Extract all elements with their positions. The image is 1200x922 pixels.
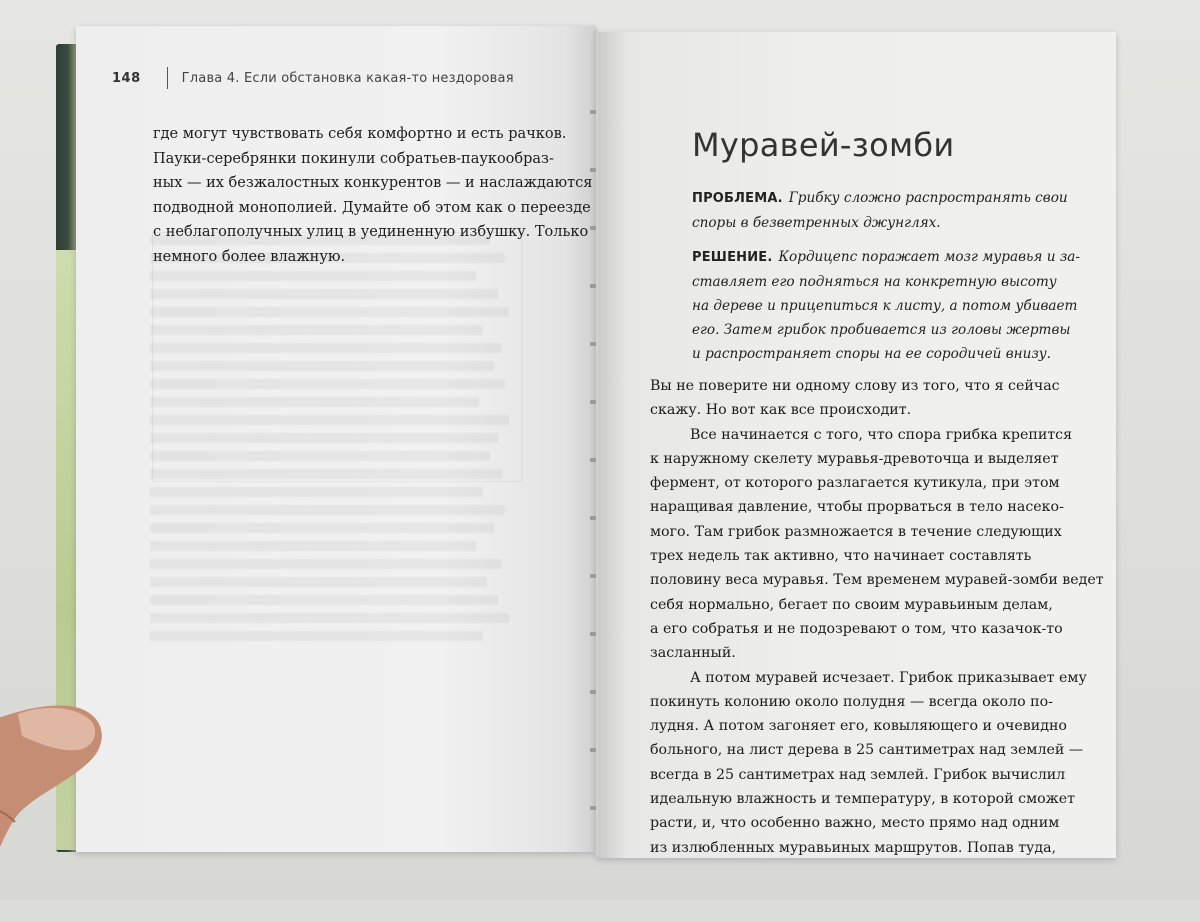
text-line: Все начинается с того, что спора грибка крепится bbox=[690, 426, 1073, 443]
solution-paragraph bbox=[692, 245, 1080, 366]
page-number: 148 bbox=[112, 70, 141, 86]
binding-stitch bbox=[590, 168, 596, 172]
text-line: ных — их безжалостных конкурентов — и наслаждаются bbox=[153, 175, 593, 191]
text-line: больного, на лист дерева в 25 сантиметрах над землей — bbox=[650, 742, 1084, 759]
text-line bbox=[692, 186, 1068, 211]
text-line: расти, и, что особенно важно, место прямо над одним bbox=[650, 815, 1060, 832]
text-line: на дереве и прицепиться к листу, а потом убивает bbox=[692, 298, 1078, 314]
text-line: трех недель так активно, что начинает составлять bbox=[650, 548, 1032, 565]
hand-thumb bbox=[0, 692, 110, 922]
bleed-through-text bbox=[150, 228, 520, 649]
text-line: немного более влажную. bbox=[153, 248, 346, 265]
text-line: наращивая давление, чтобы прорваться в тело насеко- bbox=[650, 499, 1064, 516]
text-line: его. Затем грибок пробивается из головы жертвы bbox=[692, 322, 1071, 338]
text-line: фермент, от которого разлагается кутикула, при этом bbox=[650, 475, 1060, 492]
problem-text: Грибку сложно распространять свои bbox=[788, 190, 1068, 206]
text-line: идеальную влажность и температуру, в которой сможет bbox=[650, 791, 1075, 808]
text-line: с неблагополучных улиц в уединенную избушку. Только bbox=[153, 224, 589, 240]
binding-stitch bbox=[590, 110, 596, 114]
binding-stitch bbox=[590, 690, 596, 694]
text-line: где могут чувствовать себя комфортно и есть рачков. bbox=[153, 126, 567, 142]
text-line: А потом муравей исчезает. Грибок приказывает ему bbox=[690, 669, 1087, 686]
binding-stitch bbox=[590, 342, 596, 346]
text-line: мого. Там грибок размножается в течение следующих bbox=[650, 523, 1062, 540]
text-line: а его собратья и не подозревают о том, что казачок-то bbox=[650, 620, 1063, 637]
text-line: лудня. А потом загоняет его, ковыляющего и очевидно bbox=[650, 718, 1067, 735]
left-page-text bbox=[153, 122, 593, 269]
text-line: споры в безветренных джунглях. bbox=[692, 215, 941, 231]
running-head bbox=[112, 66, 514, 90]
text-line: засланный. bbox=[650, 645, 736, 662]
text-line: ставляет его подняться на конкретную высоту bbox=[692, 274, 1057, 290]
binding-stitch bbox=[590, 516, 596, 520]
book-spine bbox=[594, 30, 598, 856]
text-line: Пауки-серебрянки покинули собратьев-паукообраз- bbox=[153, 150, 554, 167]
problem-paragraph bbox=[692, 186, 1068, 235]
text-line: подводной монополией. Думайте об этом как о переезде bbox=[153, 199, 591, 216]
binding-stitch bbox=[590, 284, 596, 288]
text-line: себя нормально, бегает по своим муравьиным делам, bbox=[650, 596, 1053, 613]
right-page-body-text bbox=[650, 374, 1104, 860]
text-line: половину веса муравья. Тем временем муравей-зомби ведет bbox=[650, 572, 1104, 589]
binding-stitch bbox=[590, 748, 596, 752]
solution-label: РЕШЕНИЕ. bbox=[692, 250, 773, 265]
binding-stitch bbox=[590, 574, 596, 578]
chapter-title: Глава 4. Если обстановка какая-то нездоровая bbox=[181, 70, 514, 86]
solution-text: Кордицепс поражает мозг муравья и за- bbox=[778, 249, 1080, 265]
text-line: всегда в 25 сантиметрах над землей. Грибок вычислил bbox=[650, 766, 1066, 783]
text-line: из излюбленных муравьиных маршрутов. Попав туда, bbox=[650, 839, 1057, 856]
binding-stitch bbox=[590, 400, 596, 404]
running-head-divider bbox=[167, 67, 168, 89]
binding-stitch bbox=[590, 806, 596, 810]
problem-label: ПРОБЛЕМА. bbox=[692, 191, 783, 206]
binding-stitch bbox=[590, 226, 596, 230]
text-line: скажу. Но вот как все происходит. bbox=[650, 402, 912, 419]
text-line bbox=[692, 245, 1080, 270]
binding-stitch bbox=[590, 458, 596, 462]
text-line: и распространяет споры на ее сородичей внизу. bbox=[692, 346, 1051, 362]
section-title: Муравей-зомби bbox=[692, 126, 955, 164]
problem-solution-box bbox=[692, 186, 1080, 376]
text-line: к наружному скелету муравья-древоточца и выделяет bbox=[650, 450, 1059, 467]
text-line: Вы не поверите ни одному слову из того, что я сейчас bbox=[650, 378, 1060, 394]
text-line: покинуть колонию около полудня — всегда около по- bbox=[650, 693, 1053, 710]
binding-stitch bbox=[590, 632, 596, 636]
